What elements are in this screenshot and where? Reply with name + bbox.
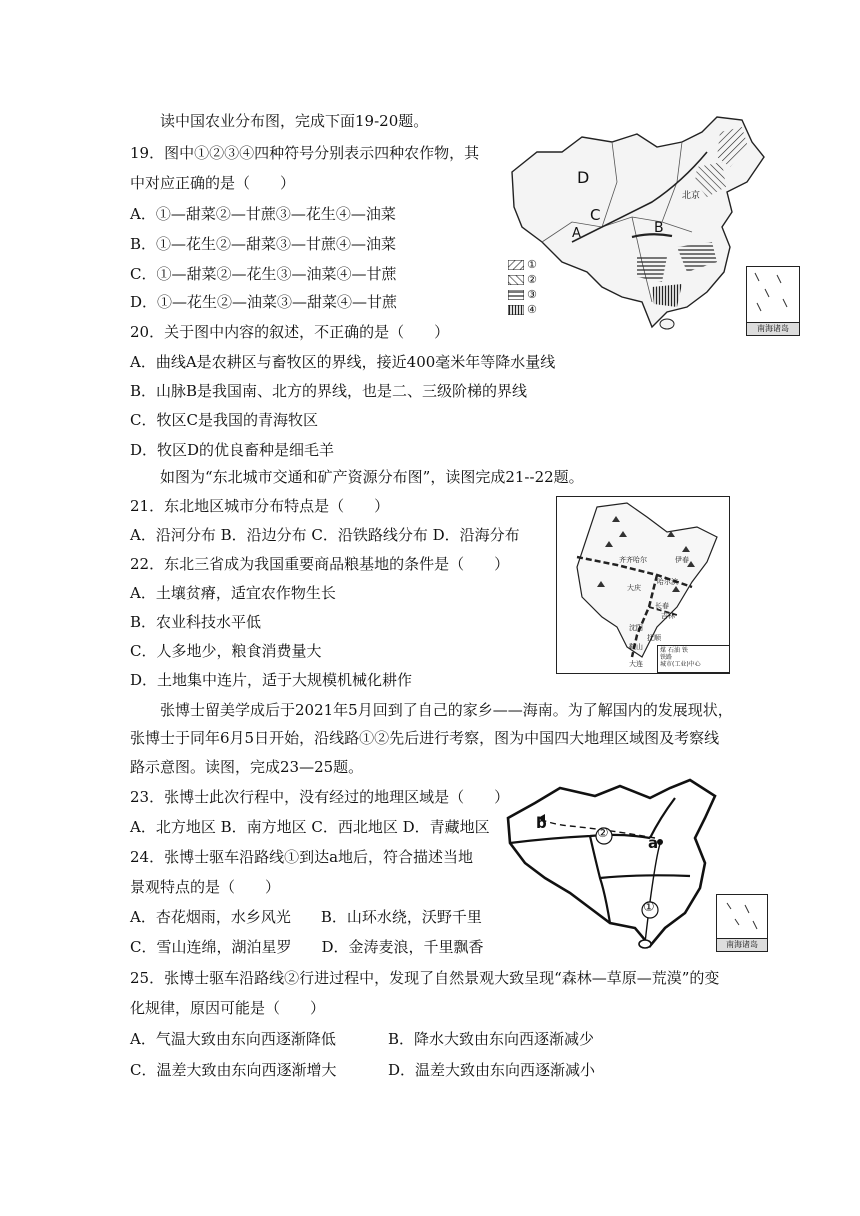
q20-option-c: C．牧区C是我国的青海牧区	[130, 411, 318, 429]
city-qiqihar: 齐齐哈尔	[619, 556, 647, 564]
q19-stem-line2: 中对应正确的是（ ）	[130, 174, 296, 192]
q20-stem: 20．关于图中内容的叙述，不正确的是（ ）	[130, 323, 450, 341]
intro-23-25-line2: 张博士于同年6月5日开始，沿线路①②先后进行考察，图为中国四大地理区域图及考察线	[130, 729, 720, 747]
legend-item-3	[508, 288, 548, 301]
map3-label-route2: ②	[597, 826, 609, 841]
map3-label-b: b	[536, 814, 547, 832]
inset3-islands	[717, 895, 767, 937]
q19-option-d: D．①—花生②—油菜③—甜菜④—甘蔗	[130, 293, 398, 311]
map3-label-a: a	[648, 834, 659, 852]
legend-item-4	[508, 303, 548, 316]
q19-option-b: B．①—花生②—甜菜③—甘蔗④—油菜	[130, 235, 397, 253]
q22-option-b: B．农业科技水平低	[130, 613, 262, 631]
city-shenyang: 沈阳	[629, 624, 643, 632]
q24-options-line1: A．杏花烟雨，水乡风光 B．山环水绕，沃野千里	[130, 908, 482, 926]
legend-item-1	[508, 258, 548, 271]
q20-option-d: D．牧区D的优良畜种是细毛羊	[130, 441, 335, 459]
q19-stem-line1: 19．图中①②③④四种符号分别表示四种农作物，其	[130, 144, 480, 162]
map1-label-c: C	[590, 206, 601, 224]
legend-label-1: ①	[527, 258, 537, 271]
q25-option-b: B．降水大致由东向西逐渐减少	[388, 1030, 595, 1048]
inset3-label: 南海诸岛	[717, 938, 767, 951]
map1-label-beijing: 北京	[682, 191, 701, 201]
q22-stem: 22．东北三省成为我国重要商品粮基地的条件是（ ）	[130, 555, 510, 573]
legend-label-2: ②	[527, 273, 537, 286]
q19-option-a: A．①—甜菜②—甘蔗③—花生④—油菜	[130, 205, 396, 223]
legend-item-2	[508, 273, 548, 286]
q23-stem: 23．张博士此次行程中，没有经过的地理区域是（ ）	[130, 788, 510, 806]
q25-stem-line2: 化规律，原因可能是（ ）	[130, 999, 326, 1017]
legend-railway: 铁路	[660, 654, 673, 661]
map1-south-china-sea-inset	[746, 266, 800, 336]
map3-label-route1: ①	[643, 900, 655, 915]
q23-options: A．北方地区 B．南方地区 C．西北地区 D．青藏地区	[130, 818, 490, 836]
china-agriculture-map	[502, 112, 804, 338]
q22-option-c: C．人多地少，粮食消费量大	[130, 642, 322, 660]
intro-23-25-line3: 路示意图。读图，完成23—25题。	[130, 758, 364, 776]
q25-option-d: D．温差大致由东向西逐渐减小	[388, 1061, 596, 1079]
map1-legend	[508, 258, 548, 316]
map3-south-china-sea-inset	[716, 894, 768, 952]
q22-option-d: D．土地集中连片，适于大规模机械化耕作	[130, 671, 413, 689]
city-changchun: 长春	[655, 602, 669, 610]
legend-city: 城市(工业)中心	[660, 661, 701, 668]
map1-label-a: A	[572, 226, 581, 241]
city-yichun: 伊春	[675, 556, 689, 564]
city-dalian: 大连	[629, 660, 643, 668]
legend-coal: 煤	[660, 647, 667, 654]
map1-label-d: D	[577, 168, 590, 187]
map1-label-b: B	[654, 220, 664, 236]
q24-stem-line1: 24．张博士驱车沿路线①到达a地后，符合描述当地	[130, 848, 474, 866]
q20-option-a: A．曲线A是农耕区与畜牧区的界线，接近400毫米年等降水量线	[130, 353, 556, 371]
q25-option-a: A．气温大致由东向西逐渐降低	[130, 1030, 336, 1048]
city-daqing: 大庆	[627, 584, 641, 592]
legend-label-3: ③	[527, 288, 537, 301]
inset-islands	[747, 267, 799, 321]
city-harbin: 哈尔滨	[657, 578, 678, 586]
intro-19-20: 读中国农业分布图，完成下面19-20题。	[160, 112, 429, 130]
intro-23-25-line1: 张博士留美学成后于2021年5月回到了自己的家乡——海南。为了解国内的发展现状，	[160, 701, 733, 719]
inset-label: 南海诸岛	[747, 322, 799, 335]
map2-legend	[657, 645, 730, 673]
legend-oil: 石油	[667, 647, 680, 654]
four-regions-route-map	[500, 778, 770, 953]
q20-option-b: B．山脉B是我国南、北方的界线，也是二、三级阶梯的界线	[130, 382, 528, 400]
city-fushun: 抚顺	[647, 634, 661, 642]
legend-iron: 铁	[681, 647, 688, 654]
q24-stem-line2: 景观特点的是（ ）	[130, 878, 281, 896]
q25-option-c: C．温差大致由东向西逐渐增大	[130, 1061, 337, 1079]
q25-stem-line1: 25．张博士驱车沿路线②行进过程中，发现了自然景观大致呈现“森林—草原—荒漠”的变	[130, 969, 720, 987]
q21-options: A．沿河分布 B．沿边分布 C．沿铁路线分布 D．沿海分布	[130, 526, 520, 544]
q22-option-a: A．土壤贫瘠，适宜农作物生长	[130, 584, 336, 602]
q24-options-line2: C．雪山连绵，湖泊星罗 D．金涛麦浪，千里飘香	[130, 938, 484, 956]
northeast-china-map	[556, 496, 730, 674]
q21-stem: 21．东北地区城市分布特点是（ ）	[130, 497, 390, 515]
intro-21-22: 如图为“东北城市交通和矿产资源分布图”，读图完成21--22题。	[160, 468, 584, 486]
q19-option-c: C．①—甜菜②—花生③—油菜④—甘蔗	[130, 265, 397, 283]
city-jilin: 吉林	[661, 612, 675, 620]
legend-label-4: ④	[527, 303, 537, 316]
city-anshan: 鞍山	[629, 643, 643, 651]
